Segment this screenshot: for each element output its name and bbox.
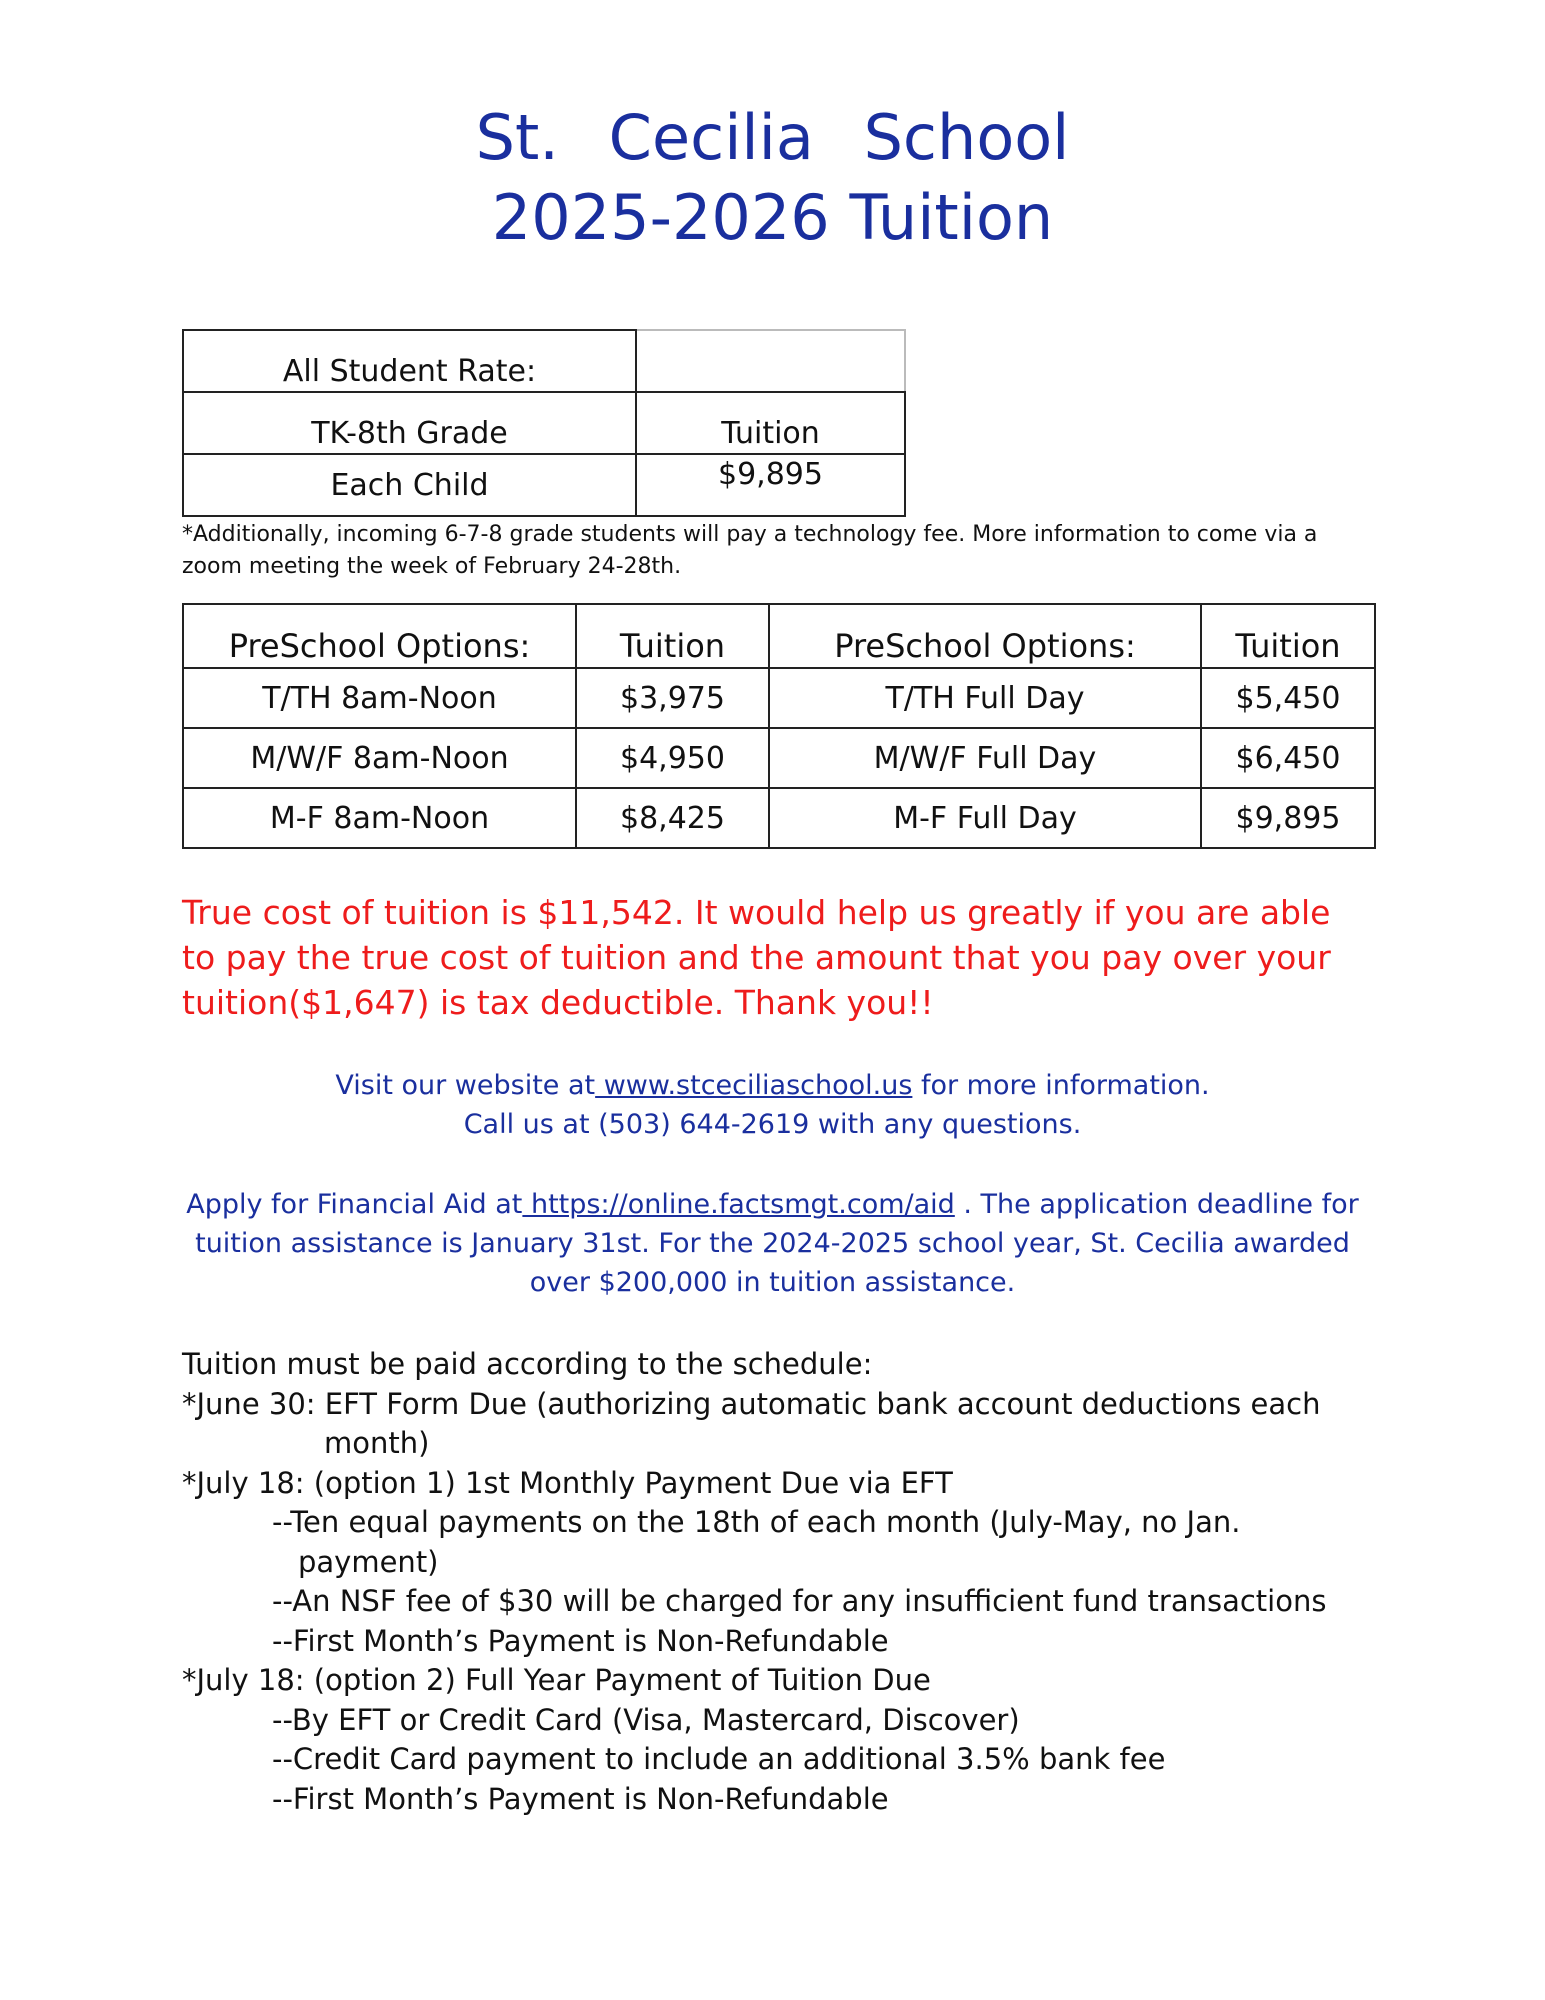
- schedule-item: *June 30: EFT Form Due (authorizing automatic bank account deductions each: [182, 1386, 1321, 1421]
- website-prefix: Visit our website at: [335, 1070, 596, 1101]
- payment-schedule: [182, 1345, 1382, 1819]
- tuition-header: Tuition: [636, 392, 905, 454]
- each-child-label: Each Child: [183, 454, 636, 516]
- all-student-rate-table: [182, 329, 906, 517]
- option-cell: M-F Full Day: [769, 788, 1201, 848]
- website-suffix: for more information.: [912, 1070, 1210, 1101]
- price-cell: $9,895: [1201, 788, 1375, 848]
- tuition-header: Tuition: [576, 604, 769, 668]
- phone-line: Call us at (503) 644-2619 with any questions.: [463, 1109, 1082, 1140]
- option-cell: T/TH Full Day: [769, 668, 1201, 728]
- price-cell: $8,425: [576, 788, 769, 848]
- price-cell: $3,975: [576, 668, 769, 728]
- price-cell: $6,450: [1201, 728, 1375, 788]
- preschool-options-header: PreSchool Options:: [769, 604, 1201, 668]
- preschool-options-header: PreSchool Options:: [183, 604, 576, 668]
- aid-line-1: [0, 1185, 1545, 1224]
- page-title: 2025-2026 Tuition: [491, 181, 1054, 254]
- all-student-rate-label: All Student Rate:: [183, 330, 636, 392]
- schedule-item: *July 18: (option 1) 1st Monthly Payment Due via EFT: [182, 1465, 953, 1500]
- schedule-subitem: --By EFT or Credit Card (Visa, Mastercard, Discover): [272, 1702, 1020, 1737]
- financial-aid-paragraph: [0, 1185, 1545, 1302]
- financial-aid-link[interactable]: https://online.factsmgt.com/aid: [522, 1189, 955, 1220]
- each-child-amount: $9,895: [636, 454, 905, 516]
- aid-prefix: Apply for Financial Aid at: [186, 1189, 523, 1220]
- table-row: [183, 728, 1375, 788]
- schedule-subitem: --An NSF fee of $30 will be charged for any insufficient fund transactions: [272, 1584, 1327, 1618]
- schedule-subitem-continued: payment): [298, 1544, 439, 1579]
- price-cell: $5,450: [1201, 668, 1375, 728]
- preschool-table: [182, 603, 1376, 849]
- schedule-intro: Tuition must be paid according to the schedule:: [182, 1347, 873, 1381]
- schedule-subitem: --First Month’s Payment is Non-Refundable: [272, 1781, 889, 1816]
- technology-fee-note: *Additionally, incoming 6-7-8 grade students will pay a technology fee. More information to come via a zoom meeting the week of February 24-28th.: [182, 522, 1318, 579]
- option-cell: M/W/F 8am-Noon: [183, 728, 576, 788]
- true-cost-message: True cost of tuition is $11,542. It would help us greatly if you are able to pay the true cost of tuition and the amount that you pay over your tuition($1,647) is tax deductible. Thank you!!: [182, 893, 1331, 1022]
- tuition-header: Tuition: [1201, 604, 1375, 668]
- schedule-subitem: --Ten equal payments on the 18th of each month (July-May, no Jan.: [272, 1505, 1241, 1539]
- table-row: [183, 788, 1375, 848]
- aid-line-3: over $200,000 in tuition assistance.: [529, 1267, 1016, 1298]
- option-cell: T/TH 8am-Noon: [183, 668, 576, 728]
- website-link[interactable]: www.stceciliaschool.us: [595, 1070, 913, 1101]
- website-line: [0, 1066, 1545, 1105]
- option-cell: M/W/F Full Day: [769, 728, 1201, 788]
- aid-text: . The application deadline for: [954, 1189, 1359, 1220]
- aid-line-2: tuition assistance is January 31st. For the 2024-2025 school year, St. Cecilia awarded: [195, 1228, 1350, 1259]
- schedule-item: *July 18: (option 2) Full Year Payment of Tuition Due: [182, 1663, 931, 1697]
- school-name: St. Cecilia School: [475, 101, 1070, 174]
- schedule-subitem: --Credit Card payment to include an additional 3.5% bank fee: [272, 1742, 1166, 1776]
- schedule-subitem: --First Month’s Payment is Non-Refundable: [272, 1623, 889, 1658]
- schedule-item-continued: month): [324, 1426, 430, 1460]
- option-cell: M-F 8am-Noon: [183, 788, 576, 848]
- price-cell: $4,950: [576, 728, 769, 788]
- table-row: [183, 668, 1375, 728]
- empty-cell: [636, 330, 905, 392]
- grade-range: TK-8th Grade: [183, 392, 636, 454]
